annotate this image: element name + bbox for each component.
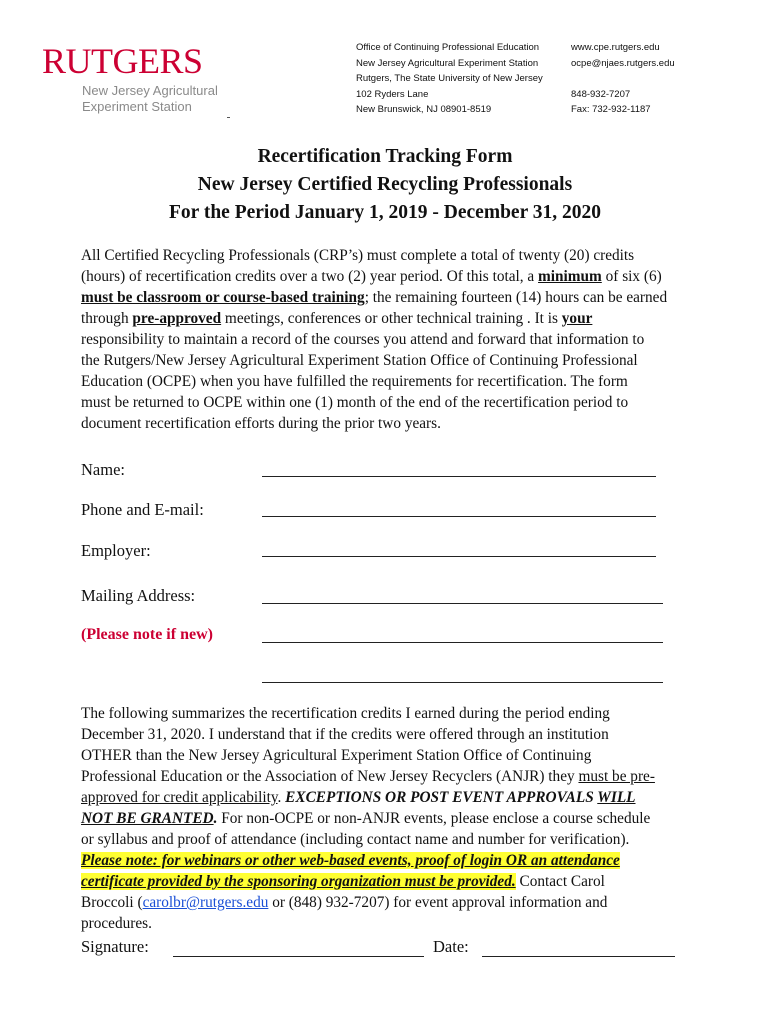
text-line: or syllabus and proof of attendance (including contact name and number for verification). <box>81 831 630 848</box>
mailing-address-field[interactable] <box>262 603 663 604</box>
address-line: New Jersey Agricultural Experiment Station <box>356 57 539 69</box>
text-line: of six (6) <box>601 268 662 285</box>
text-line: OTHER than the New Jersey Agricultural Experiment Station Office of Continuing <box>81 747 592 764</box>
mailing-address-label: Mailing Address: <box>81 586 196 605</box>
text-line: document recertification efforts during the prior two years. <box>81 415 441 432</box>
phone-email-label: Phone and E-mail: <box>81 500 204 519</box>
text-line: ; the remaining fourteen (14) hours can be earned <box>364 289 668 306</box>
address-line: Rutgers, The State University of New Jersey <box>356 73 543 84</box>
emphasis-minimum: minimum <box>538 268 602 285</box>
contact-email-link[interactable]: carolbr@rutgers.edu <box>142 894 269 911</box>
text-line: . <box>277 789 286 806</box>
new-address-note: (Please note if new) <box>81 626 213 643</box>
email-link[interactable]: ocpe@njaes.rutgers.edu <box>571 57 675 69</box>
emphasis-your: your <box>561 310 593 327</box>
signature-label: Signature: <box>81 937 149 956</box>
divider-mark <box>227 117 230 118</box>
text-line: through <box>81 310 133 327</box>
emphasis-not-granted: NOT BE GRANTED <box>81 810 214 827</box>
address-line: 102 Ryders Lane <box>356 88 429 100</box>
employer-field[interactable] <box>262 556 656 557</box>
text-line: All Certified Recycling Professionals (CRP’s) must complete a total of twenty (20) credits <box>81 247 635 264</box>
text-line: Professional Education or the Association of New Jersey Recyclers (ANJR) they <box>81 768 579 785</box>
text-line: For non-OCPE or non-ANJR events, please enclose a course schedule <box>217 810 651 827</box>
text-line: (hours) of recertification credits over a two (2) year period. Of this total, a <box>81 268 539 285</box>
emphasis-credit-applicability: approved for credit applicability <box>81 789 278 806</box>
signature-field[interactable] <box>173 956 424 957</box>
emphasis-preapproved-credit: must be pre- <box>578 768 655 785</box>
logo-subtitle-line2: Experiment Station <box>82 99 192 114</box>
text-line: The following summarizes the recertification credits I earned during the period ending <box>81 705 610 722</box>
employer-label: Employer: <box>81 541 151 560</box>
text-line: Broccoli ( <box>81 894 143 911</box>
name-field[interactable] <box>262 476 656 477</box>
form-title: Recertification Tracking Form <box>257 146 513 167</box>
office-address <box>356 40 543 118</box>
emphasis-classroom: must be classroom or course-based training <box>81 289 365 306</box>
form-subtitle: New Jersey Certified Recycling Professionals <box>197 174 573 195</box>
highlighted-webinar-note: Please note: for webinars or other web-based events, proof of login OR an attendance <box>81 852 620 869</box>
phone-email-field[interactable] <box>262 516 656 517</box>
intro-paragraph <box>81 245 711 434</box>
date-field[interactable] <box>482 956 675 957</box>
phone-number: 848-932-7207 <box>571 88 631 100</box>
text-line: Education (OCPE) when you have fulfilled the requirements for recertification. The form <box>81 373 628 390</box>
address-line: New Brunswick, NJ 08901-8519 <box>356 104 492 115</box>
form-period: For the Period January 1, 2019 - December 31, 2020 <box>169 202 601 223</box>
text-line: must be returned to OCPE within one (1) month of the end of the recertification period to <box>81 394 629 411</box>
text-line: procedures. <box>81 915 152 932</box>
text-line: Contact Carol <box>515 873 605 890</box>
text-line: or (848) 932-7207) for event approval information and <box>268 894 608 911</box>
text-line: December 31, 2020. I understand that if the credits were offered through an institution <box>81 726 609 743</box>
emphasis-will: WILL <box>597 789 636 806</box>
text-line: responsibility to maintain a record of the courses you attend and forward that information to <box>81 331 645 348</box>
rutgers-logo <box>38 38 228 122</box>
mailing-address-field-3[interactable] <box>262 682 663 683</box>
text-line: meetings, conferences or other technical training . It is <box>221 310 562 327</box>
text-line: the Rutgers/New Jersey Agricultural Experiment Station Office of Continuing Professional <box>81 352 638 369</box>
office-contact <box>571 40 675 118</box>
fax-number: Fax: 732-932-1187 <box>571 104 651 115</box>
mailing-address-field-2[interactable] <box>262 642 663 643</box>
website-link[interactable]: www.cpe.rutgers.edu <box>571 42 660 53</box>
summary-paragraph <box>81 703 711 934</box>
date-label: Date: <box>433 937 469 956</box>
emphasis-exceptions: EXCEPTIONS OR POST EVENT APPROVALS <box>285 789 598 806</box>
address-line: Office of Continuing Professional Education <box>356 42 540 53</box>
logo-subtitle-line1: New Jersey Agricultural <box>82 83 218 98</box>
highlighted-certificate-note: certificate provided by the sponsoring organization must be provided. <box>81 873 516 890</box>
logo-wordmark: RUTGERS <box>42 41 203 81</box>
name-label: Name: <box>81 460 125 479</box>
emphasis-preapproved: pre-approved <box>132 310 222 327</box>
text-line: . <box>213 810 218 827</box>
